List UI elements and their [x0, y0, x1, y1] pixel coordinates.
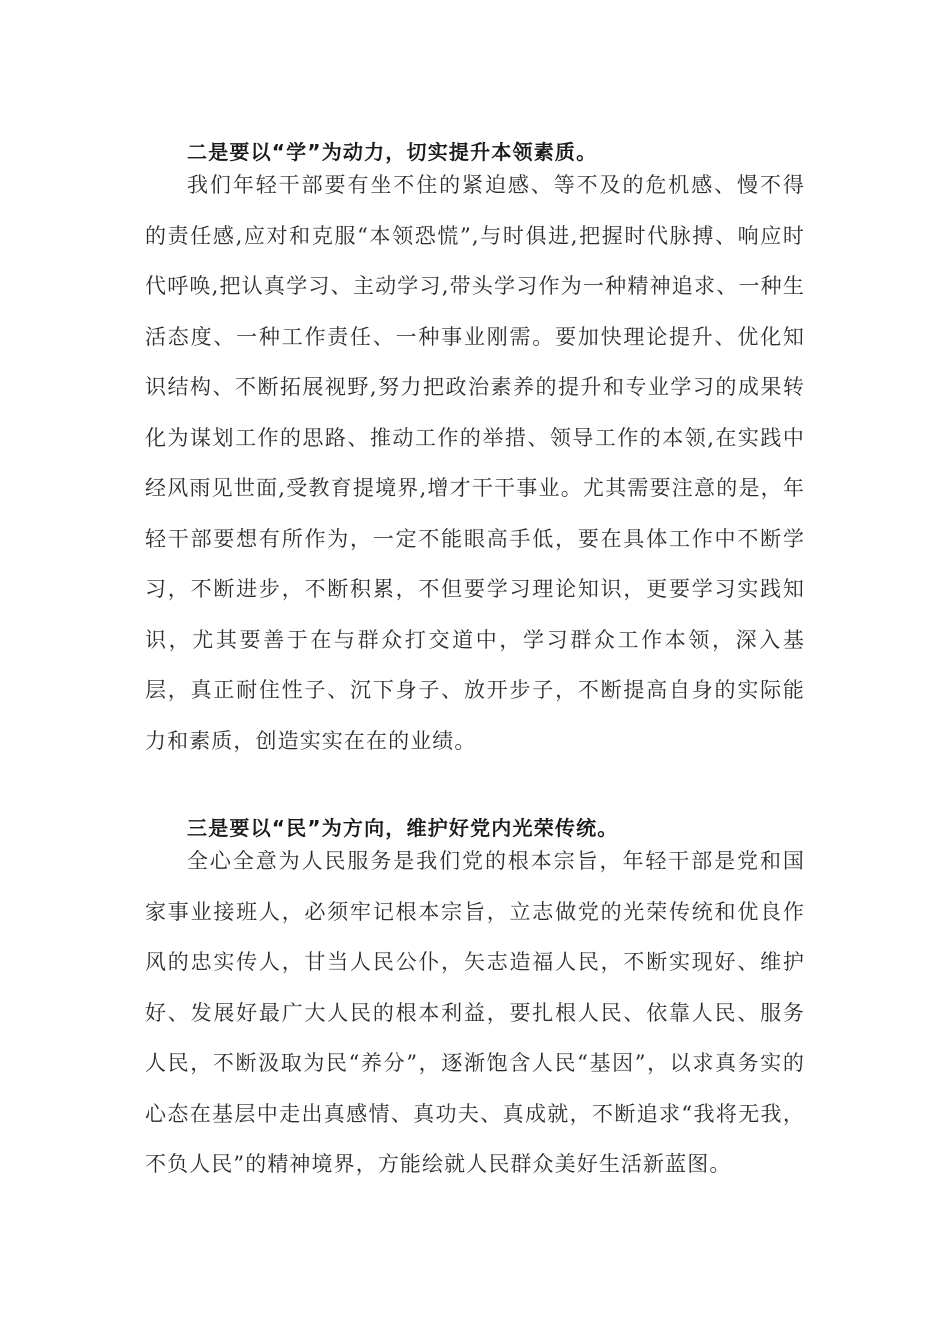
section-3-body: 全心全意为人民服务是我们党的根本宗旨，年轻干部是党和国家事业接班人，必须牢记根本宗旨，立志做党的光荣传统和优良作风的忠实传人，甘当人民公仆，矢志造福人民，不断实现好、维护好、发展好最广大人民的根本利益，要扎根人民、依靠人民、服务人民，不断汲取为民“养分”，逐渐饱含人民“基因”，以求真务实的心态在基层中走出真感情、真功夫、真成就，不断追求“我将无我，不负人民”的精神境界，方能绘就人民群众美好生活新蓝图。	[145, 849, 805, 1176]
section-2-body: 我们年轻干部要有坐不住的紧迫感、等不及的危机感、慢不得的责任感,应对和克服“本领恐慌”,与时俱进,把握时代脉搏、响应时代呼唤,把认真学习、主动学习,带头学习作为一种精神追求、一种生活态度、一种工作责任、一种事业刚需。要加快理论提升、优化知识结构、不断拓展视野,努力把政治素养的提升和专业学习的成果转化为谋划工作的思路、推动工作的举措、领导工作的本领,在实践中经风雨见世面,受教育提境界,增才干干事业。尤其需要注意的是，年轻干部要想有所作为，一定不能眼高手低，要在具体工作中不断学习，不断进步，不断积累，不但要学习理论知识，更要学习实践知识，尤其要善于在与群众打交道中，学习群众工作本领，深入基层，真正耐住性子、沉下身子、放开步子，不断提高自身的实际能力和素质，创造实实在在的业绩。	[145, 173, 805, 753]
section-3-heading: 三是要以“民”为方向，维护好党内光荣传统。	[187, 816, 619, 840]
section-2-heading: 二是要以“学”为动力，切实提升本领素质。	[187, 140, 598, 164]
